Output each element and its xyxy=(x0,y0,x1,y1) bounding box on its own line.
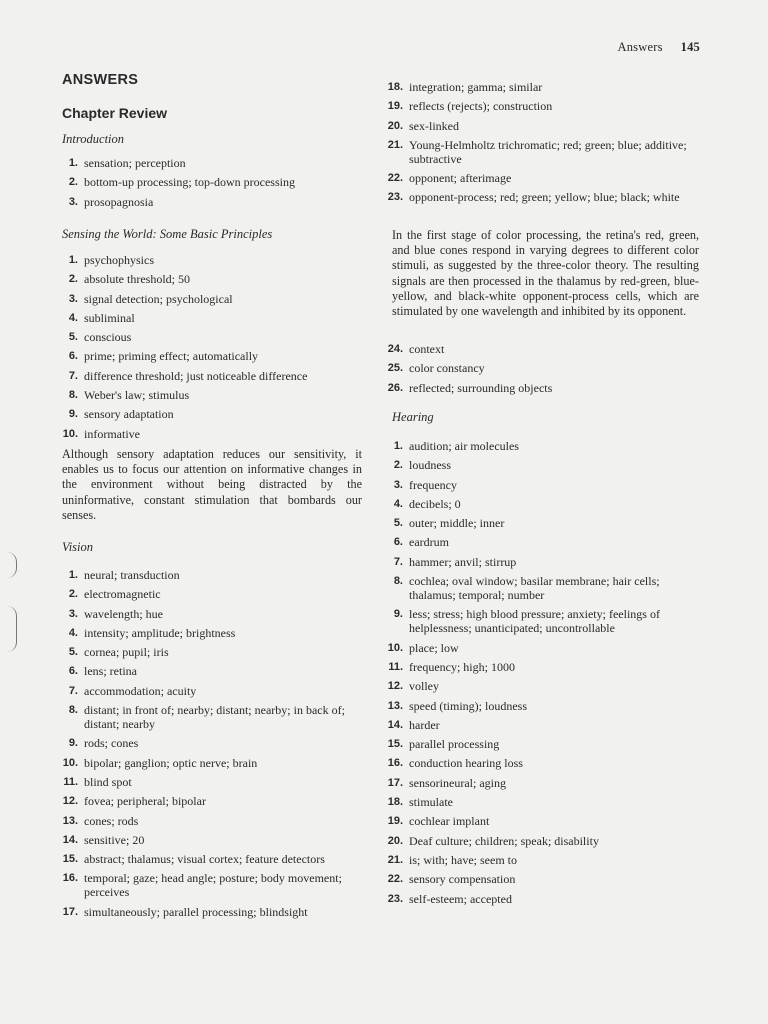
answer-text: decibels; 0 xyxy=(409,496,461,511)
answer-text: speed (timing); loudness xyxy=(409,698,527,713)
answer-text: place; low xyxy=(409,640,459,655)
answer-text: Deaf culture; children; speak; disability xyxy=(409,833,599,848)
answer-item xyxy=(387,607,700,635)
answer-text: integration; gamma; similar xyxy=(409,80,543,94)
answer-text: opponent-process; red; green; yellow; blue; black; white xyxy=(409,190,680,205)
answer-text: cochlea; oval window; basilar membrane; hair cells; thalamus; temporal; number xyxy=(409,574,660,603)
section-heading-sensing: Sensing the World: Some Basic Principles xyxy=(62,227,273,241)
answer-text: difference threshold; just noticeable difference xyxy=(84,368,308,383)
sensing-list xyxy=(62,253,362,446)
answer-number: 3. xyxy=(393,478,403,491)
answer-text: self-esteem; accepted xyxy=(409,891,512,906)
answer-number: 21. xyxy=(387,853,403,866)
answer-number: 1. xyxy=(68,569,78,581)
answer-number: 10. xyxy=(62,427,78,440)
answer-number: 12. xyxy=(62,795,78,808)
answer-number: 9. xyxy=(393,608,403,621)
page-title: ANSWERS xyxy=(62,72,139,88)
answer-item xyxy=(387,718,700,732)
answer-text: hammer; anvil; stirrup xyxy=(409,554,517,569)
section-heading-hearing: Hearing xyxy=(392,410,434,424)
answer-text: prime; priming effect; automatically xyxy=(84,349,259,364)
answer-number: 13. xyxy=(387,699,403,712)
answer-text: lens; retina xyxy=(84,664,137,679)
answer-number: 9. xyxy=(68,408,78,421)
answer-number: 19. xyxy=(387,815,403,828)
answer-text: rods; cones xyxy=(84,736,139,751)
answer-text: distant; in front of; nearby; distant; nearby; in back of; distant; nearby xyxy=(84,703,345,732)
answer-text: signal detection; psychological xyxy=(84,291,233,306)
running-head xyxy=(617,40,700,55)
answer-number: 15. xyxy=(62,853,78,866)
answer-item xyxy=(387,872,700,886)
answer-text: absolute threshold; 50 xyxy=(84,272,190,287)
answer-number: 2. xyxy=(68,176,78,189)
answer-item xyxy=(62,427,362,441)
answer-text: opponent; afterimage xyxy=(409,171,512,186)
answer-item xyxy=(387,535,700,549)
page-number: 145 xyxy=(680,40,700,54)
answer-number: 18. xyxy=(387,796,403,809)
answer-item xyxy=(387,679,700,693)
answer-number: 2. xyxy=(393,459,403,472)
answer-item xyxy=(62,833,362,847)
answer-item xyxy=(62,664,362,678)
answer-item xyxy=(387,776,700,790)
answer-text: outer; middle; inner xyxy=(409,516,505,531)
answer-text: prosopagnosia xyxy=(84,194,154,209)
answer-item xyxy=(387,171,700,185)
answer-item xyxy=(62,311,362,325)
answer-number: 3. xyxy=(68,195,78,208)
answer-text: bipolar; ganglion; optic nerve; brain xyxy=(84,755,258,770)
answer-text: intensity; amplitude; brightness xyxy=(84,625,236,640)
answer-number: 11. xyxy=(388,660,403,673)
answer-text: accommodation; acuity xyxy=(84,683,197,698)
answer-number: 5. xyxy=(393,517,403,530)
answer-text: sensory compensation xyxy=(409,872,516,887)
answer-text: cones; rods xyxy=(84,813,139,828)
chapter-review-heading: Chapter Review xyxy=(62,105,168,121)
answer-item xyxy=(387,439,700,453)
answer-item xyxy=(62,645,362,659)
vision-list-left xyxy=(62,568,362,924)
answer-text: conduction hearing loss xyxy=(409,756,523,771)
answer-number: 6. xyxy=(68,665,78,678)
answer-item xyxy=(387,699,700,713)
vision-paragraph: In the first stage of color processing, the retina's red, green, and blue cones respond in varying degrees to different color stimuli, as suggested by the three-color theory. The resulting signals are then processed in the thalamus by red-green, blue-yellow, and black-white opponent-process cells, which are stimulated by one wavelength and inhibited by its opponent. xyxy=(392,228,699,319)
section-heading-vision: Vision xyxy=(62,540,94,554)
answer-number: 3. xyxy=(68,292,78,305)
answer-text: harder xyxy=(409,717,440,732)
answer-number: 8. xyxy=(68,704,78,717)
answer-text: Young-Helmholtz trichromatic; red; green; blue; additive; subtractive xyxy=(409,137,687,166)
answer-number: 6. xyxy=(393,536,403,549)
answer-number: 2. xyxy=(68,588,78,601)
answer-number: 18. xyxy=(387,81,403,93)
answer-item xyxy=(387,737,700,751)
answer-number: 1. xyxy=(68,157,78,169)
answer-item xyxy=(62,626,362,640)
answer-text: abstract; thalamus; visual cortex; feature detectors xyxy=(84,852,325,867)
answer-number: 15. xyxy=(387,738,403,751)
answer-item xyxy=(62,852,362,866)
answer-text: volley xyxy=(409,679,439,694)
answer-text: context xyxy=(409,342,445,356)
answer-item xyxy=(387,119,700,133)
answer-number: 7. xyxy=(68,369,78,382)
answer-number: 13. xyxy=(62,814,78,827)
answer-number: 8. xyxy=(393,575,403,588)
answer-text: Weber's law; stimulus xyxy=(84,388,190,403)
answer-item xyxy=(387,190,700,204)
introduction-list xyxy=(62,156,362,214)
answer-number: 10. xyxy=(387,641,403,654)
running-head-title: Answers xyxy=(617,40,663,54)
answer-item xyxy=(387,516,700,530)
answer-text: stimulate xyxy=(409,795,453,810)
answer-number: 24. xyxy=(387,343,403,355)
answer-item xyxy=(387,834,700,848)
answer-text: neural; transduction xyxy=(84,568,180,582)
answer-item xyxy=(387,756,700,770)
answer-item xyxy=(387,99,700,113)
answer-item xyxy=(387,478,700,492)
answer-text: frequency; high; 1000 xyxy=(409,659,515,674)
answer-item xyxy=(62,292,362,306)
answer-item xyxy=(62,195,362,209)
answer-item xyxy=(62,775,362,789)
sensing-paragraph: Although sensory adaptation reduces our sensitivity, it enables us to focus our attention on informative changes in the environment without being distracted by the uninformative, constant stimulation that bombards our senses. xyxy=(62,447,362,522)
margin-scribble xyxy=(6,552,17,578)
answer-number: 4. xyxy=(393,497,403,510)
answer-item xyxy=(62,587,362,601)
answer-text: temporal; gaze; head angle; posture; body movement; perceives xyxy=(84,871,342,900)
answer-text: sensitive; 20 xyxy=(84,832,145,847)
margin-scribble xyxy=(6,606,17,652)
answer-item xyxy=(387,497,700,511)
answer-number: 5. xyxy=(68,331,78,344)
answer-number: 22. xyxy=(387,873,403,886)
answer-text: eardrum xyxy=(409,535,449,550)
answer-item xyxy=(387,458,700,472)
answer-item xyxy=(387,814,700,828)
answer-item xyxy=(62,175,362,189)
answer-number: 1. xyxy=(393,440,403,452)
answer-item xyxy=(387,574,700,602)
answer-item xyxy=(62,871,362,899)
answer-item xyxy=(387,853,700,867)
answer-item xyxy=(62,407,362,421)
answer-text: sensation; perception xyxy=(84,156,186,170)
answer-number: 23. xyxy=(387,892,403,905)
answer-number: 14. xyxy=(387,718,403,731)
answer-item xyxy=(387,641,700,655)
answer-number: 25. xyxy=(387,362,403,375)
section-heading-introduction: Introduction xyxy=(62,132,125,146)
answer-item xyxy=(387,138,700,166)
answer-number: 21. xyxy=(387,138,403,151)
answer-number: 16. xyxy=(62,872,78,885)
answer-item xyxy=(62,703,362,731)
answer-text: psychophysics xyxy=(84,253,154,267)
answer-text: fovea; peripheral; bipolar xyxy=(84,794,206,809)
answer-item xyxy=(387,381,700,395)
answer-item xyxy=(62,156,362,170)
answer-item xyxy=(387,892,700,906)
answer-item xyxy=(387,555,700,569)
answer-number: 20. xyxy=(387,834,403,847)
answer-number: 4. xyxy=(68,311,78,324)
answer-text: cornea; pupil; iris xyxy=(84,645,169,660)
answer-text: less; stress; high blood pressure; anxiety; feelings of helplessness; unanticipated; uncontrollable xyxy=(409,607,660,636)
answer-item xyxy=(62,756,362,770)
answer-number: 20. xyxy=(387,119,403,132)
answer-text: blind spot xyxy=(84,774,132,789)
answer-item xyxy=(62,736,362,750)
answer-text: informative xyxy=(84,426,140,441)
answer-item xyxy=(387,80,700,94)
answer-number: 16. xyxy=(387,757,403,770)
answer-text: reflects (rejects); construction xyxy=(409,99,553,114)
answer-number: 9. xyxy=(68,737,78,750)
answer-text: bottom-up processing; top-down processing xyxy=(84,175,295,190)
answer-number: 11. xyxy=(63,775,78,788)
answer-item xyxy=(62,349,362,363)
answer-item xyxy=(62,814,362,828)
answer-item xyxy=(62,388,362,402)
answer-number: 23. xyxy=(387,191,403,204)
answer-text: sex-linked xyxy=(409,118,459,133)
answer-item xyxy=(387,795,700,809)
answer-number: 1. xyxy=(68,254,78,266)
answer-number: 4. xyxy=(68,626,78,639)
answer-number: 10. xyxy=(62,756,78,769)
answer-number: 12. xyxy=(387,680,403,693)
answer-number: 22. xyxy=(387,172,403,185)
answer-text: sensory adaptation xyxy=(84,407,174,422)
answer-number: 5. xyxy=(68,646,78,659)
answer-text: color constancy xyxy=(409,361,485,376)
answer-item xyxy=(62,272,362,286)
answer-item xyxy=(62,253,362,267)
answer-text: frequency xyxy=(409,477,457,492)
answer-number: 6. xyxy=(68,350,78,363)
answer-text: parallel processing xyxy=(409,737,500,752)
answer-number: 8. xyxy=(68,389,78,402)
answer-number: 7. xyxy=(68,684,78,697)
answer-text: conscious xyxy=(84,330,132,345)
answer-text: electromagnetic xyxy=(84,587,161,602)
answer-number: 14. xyxy=(62,833,78,846)
answer-number: 2. xyxy=(68,273,78,286)
answer-number: 19. xyxy=(387,100,403,113)
answer-item xyxy=(387,342,700,356)
answer-item xyxy=(62,568,362,582)
answer-item xyxy=(62,607,362,621)
hearing-list xyxy=(387,439,700,911)
answer-text: is; with; have; seem to xyxy=(409,852,517,867)
answer-text: reflected; surrounding objects xyxy=(409,380,553,395)
answer-item xyxy=(62,684,362,698)
answer-item xyxy=(62,369,362,383)
answer-number: 7. xyxy=(393,555,403,568)
answer-text: wavelength; hue xyxy=(84,606,163,621)
answer-number: 3. xyxy=(68,607,78,620)
answer-text: cochlear implant xyxy=(409,814,490,829)
answer-item xyxy=(62,330,362,344)
answer-number: 17. xyxy=(62,905,78,918)
answer-number: 17. xyxy=(387,776,403,789)
answer-text: subliminal xyxy=(84,310,135,325)
answer-text: audition; air molecules xyxy=(409,439,519,453)
answer-text: sensorineural; aging xyxy=(409,775,506,790)
vision-list-right xyxy=(387,80,700,210)
answer-item xyxy=(62,905,362,919)
answer-number: 26. xyxy=(387,381,403,394)
answer-item xyxy=(387,660,700,674)
answer-item xyxy=(62,794,362,808)
answer-text: loudness xyxy=(409,458,451,473)
answer-text: simultaneously; parallel processing; blindsight xyxy=(84,904,308,919)
answer-item xyxy=(387,361,700,375)
vision-list-after xyxy=(387,342,700,400)
